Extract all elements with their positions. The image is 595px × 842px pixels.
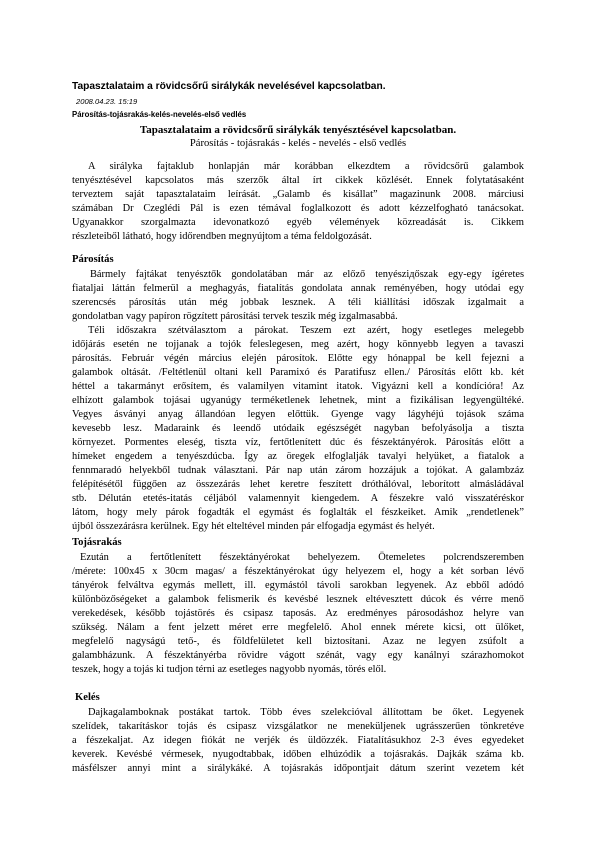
text-line: szükség. Nálam a fent jelzett méret erre megfelelő. Ahol ennek mérete kicsi, ott ülőket,: [72, 622, 524, 633]
text-line: látom, hogy mely párok fogadták el egymást és foglalták el fészkeiket. Amik „rendetlenek”: [72, 507, 524, 518]
text-line: Ezután a fertőtlenített fészektányérokat behelyezem. Ötemeletes polcrendszeremben: [80, 552, 524, 563]
text-line: tenyésztésével kapcsolatos más szerzők által írt cikkek közlését. Ennek folytatásaként: [72, 175, 524, 186]
text-line: Téli időszakra szétválasztom a párokat. Teszem ezt azért, hogy esetleges melegebb: [88, 325, 524, 336]
text-line: keverek. Kevésbé vérmesek, nyugodtabbak, időben elhúzódik a tojásrakás. Dajkák száma kb.: [72, 749, 524, 760]
keles-paragraph: [72, 706, 524, 776]
parositas-paragraph: [72, 268, 524, 534]
text-line: szerencsés párosítás után még jobbak lesznek. A téli kiállítási időszak izgalmait a: [72, 297, 524, 308]
text-line: számában Dr Czeglédi Pál is ezen témával foglalkozott és adott kézzelfogható tanácsokat.: [72, 203, 524, 214]
section-heading-keles: Kelés: [75, 692, 100, 703]
text-line: kevesebb lesz. Madaraink és leendő utódaik egészségét nagyban befolyásolja a tiszta: [72, 423, 524, 434]
text-line: fiataljai láttán felmerül a meghagyás, fiatalítás gondolata annak reményében, hogy utódai egy: [72, 283, 524, 294]
text-line: újból összezárásra kerülnek. Egy hét elteltével minden pár elfogadja egymást és helyét.: [72, 521, 435, 532]
document-date: 2008.04.23. 15:19: [76, 97, 138, 106]
text-line: galambok oltását. /Feltétlenül oltani kell Paramixó és Paratifusz ellen./ Párosítás előtt kb. két: [72, 367, 524, 378]
intro-paragraph: [72, 160, 524, 244]
text-line: környezet. Pormentes eleség, tiszta víz, fertőtlenített dúc és fészektányérok. Párosítás előtt a: [72, 437, 524, 448]
document-tags: Párosítás-tojásrakás-kelés-nevelés-első vedlés: [72, 110, 247, 119]
text-line: /mérete: 100x45 x 30cm magas/ a fészektányérokat úgy helyezem el, hogy a két sorban lévő: [72, 566, 524, 577]
text-line: Ugyanakkor szorgalmazta idevonatkozó egyéb vélemények közreadását is. Cikkem: [72, 217, 524, 228]
text-line: héttel a takarmányt erősítem, és valamilyen vitamint itatok. Vigyázni kell a kondícióra! Az: [72, 381, 524, 392]
text-line: Vegyes ásványi anyag állandóan legyen előttük. Gyenge vagy lágyhéjú tojások száma: [72, 409, 524, 420]
text-line: terveztem saját tapasztalataim leírását. „Galamb és kisállat” magazinunk 2008. márciusi: [72, 189, 524, 200]
text-line: másfélszer annyi mint a sirálykáké. A tojásrakás időpontjait dátum szerint vezetem két: [72, 763, 524, 774]
text-line: megfelelő nagyságú tető-, és földfelületet kell biztosítani. Azaz ne legyen zsúfolt a: [72, 636, 524, 647]
text-line: stb. Délután etetés-itatás céljából valamennyit kiengedem. A fészekre való visszatéréskor: [72, 493, 524, 504]
text-line: fennmaradó helyekből tudnak választani. Pár nap után zárom hozzájuk a tojókat. A galambzáz: [72, 465, 524, 476]
text-line: különbözőségeket a galambok felismerik és kevésbé lesznek eltévesztett dúcok és vérre menő: [72, 594, 524, 605]
text-line: részleteiből látható, hogy időrendben megnyújtom a téma feldolgozását.: [72, 231, 372, 242]
text-line: a fészekaljat. Az idegen fiókát ne verjék és üldözzék. Fiatalításukhoz 2-3 éves egyedeket: [72, 735, 524, 746]
text-line: szelídek, takarításkor tojás és csipasz vizsgálatkor ne meneküljenek ugrásszerűen tönkretéve: [72, 721, 524, 732]
text-line: tányérok felváltva egymás mellett, ill. egymástól távoli sarokban legyenek. Az ebből adódó: [72, 580, 524, 591]
tojasrakas-paragraph: [72, 551, 524, 677]
text-line: hímeket engedem a tenyészdúcba. Így az öregek elfoglalják tavalyi helyüket, a fiatalok a: [72, 451, 524, 462]
text-line: gondolatban vagy papíron rögzített párosítási tervek teszik még izgalmasabbá.: [72, 311, 398, 322]
text-line: időjárás esetén ne tojjanak a tojók feleslegesen, meg azért, hogy könnyebb legyen a tavaszi: [72, 339, 524, 350]
text-line: verekedések, később tojástörés és csipasz taposás. Az eredményes párosodáshoz helyre van: [72, 608, 524, 619]
article-title: Tapasztalataim a rövidcsőrű sirálykák tenyésztésével kapcsolatban.: [139, 124, 457, 136]
section-heading-tojasrakas: Tojásrakás: [72, 537, 122, 548]
text-line: galambházunk. A fészektányérba rövidre vágott szénát, vagy egy kanálnyi szárazhomokot: [72, 650, 524, 661]
text-line: felépítésétől függően az összezárás lehet keretre feszített dróthálóval, leborított almásládával: [72, 479, 524, 490]
text-line: elhízott galambok tojásai ugyanúgy terméketlenek lehetnek, mint a fizikálisan legyengültéké.: [72, 395, 524, 406]
article-subtitle: Párosítás - tojásrakás - kelés - nevelés - első vedlés: [189, 138, 407, 149]
text-line: párosítás. Február végén március elején párosítok. Előtte egy hónappal be kell fejezni a: [72, 353, 524, 364]
text-line: Dajkagalamboknak postákat tartok. Több éves szelekcióval állítottam be őket. Legyenek: [88, 707, 524, 718]
text-line: A sirályka fajtaklub honlapján már korábban elkezdtem a rövidcsőrű galambok: [88, 161, 524, 172]
text-line: Bármely fajtákat tenyésztők gondolatában már az előző tenyésziдőszak egy-egy ígéretes: [90, 269, 524, 280]
document-title: Tapasztalataim a rövidcsőrű sirálykák nevelésével kapcsolatban.: [72, 81, 386, 92]
text-line: teszek, hogy a tojás ki tudjon térni az esetleges nagyobb nyomás, törés elől.: [72, 664, 387, 675]
section-heading-parositas: Párosítás: [72, 254, 114, 265]
